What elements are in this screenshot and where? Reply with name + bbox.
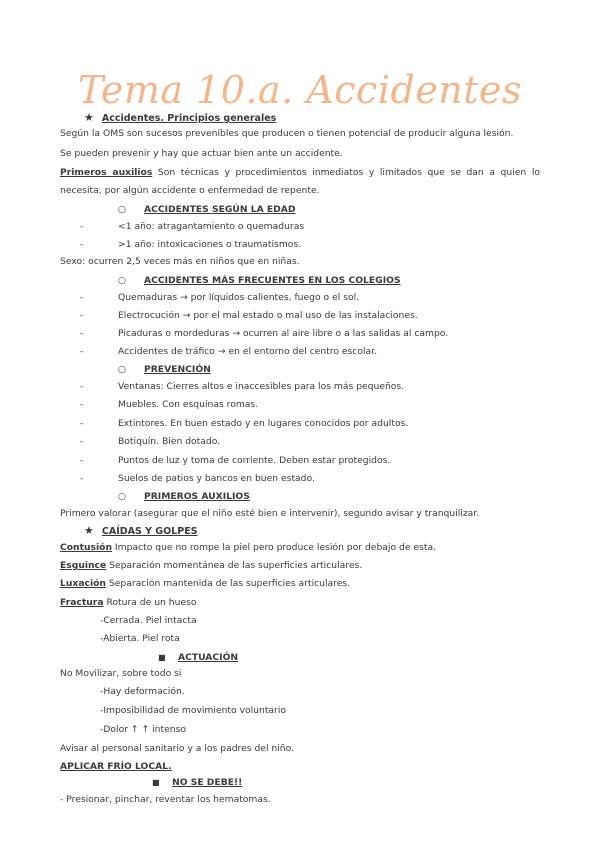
list-item: - Accidentes de tráfico → en el entorno del centro escolar. — [80, 346, 378, 357]
paragraph-dont: - Presionar, pinchar, reventar los hematomas. — [60, 794, 271, 805]
subheading-school — [118, 275, 598, 287]
definition-fractura — [60, 597, 540, 609]
paragraph-first-aid: Primero valorar (asegurar que el niño esté bien e intervenir), segundo avisar y tranquilizar. — [60, 508, 480, 519]
subheading-school-text: ACCIDENTES MÁS FRECUENTES EN LOS COLEGIOS — [144, 275, 401, 286]
list-item: - <1 año: atragantamiento o quemaduras — [80, 221, 305, 232]
definition-text: Separación momentánea de las superficies articulares. — [109, 560, 363, 571]
list-item: -Hay deformación. — [100, 686, 185, 697]
term-contusion: Contusión — [60, 542, 112, 553]
list-item: - >1 año: intoxicaciones o traumatismos. — [80, 239, 302, 250]
definition-luxacion — [60, 578, 540, 590]
circle-bullet-icon: ○ — [118, 204, 127, 215]
square-bullet-icon: ■ — [152, 778, 160, 787]
term-primeros-auxilios: Primeros auxilios — [60, 167, 153, 178]
list-item: - Botiquín. Bien dotado. — [80, 436, 221, 447]
paragraph-notify: Avisar al personal sanitario y a los padres del niño. — [60, 743, 294, 754]
paragraph-sex: Sexo: ocurren 2,5 veces más en niños que en niñas. — [60, 256, 300, 267]
subheading-age-text: ACCIDENTES SEGÚN LA EDAD — [144, 204, 296, 215]
list-item-text: Ventanas: Cierres altos e inaccesibles para los más pequeños. — [118, 381, 405, 392]
list-item: - Electrocución → por el mal estado o mal uso de las instalaciones. — [80, 310, 418, 321]
list-item: - Muebles. Con esquinas romas. — [80, 399, 259, 410]
definition-contusion — [60, 542, 540, 554]
first-aid-def-text: Son técnicas y procedimientos inmediatos y limitados que se dan a quien lo — [157, 167, 540, 178]
definition-esguince — [60, 560, 540, 572]
section-heading-text: Accidentes. Principios generales — [101, 113, 277, 124]
list-item: -Imposibilidad de movimiento voluntario — [100, 705, 286, 716]
list-item: - Picaduras o mordeduras → ocurren al aire libre o a las salidas al campo. — [80, 328, 449, 339]
list-item: - Extintores. En buen estado y en lugares conocidos por adultos. — [80, 418, 409, 429]
star-icon: ★ — [84, 524, 94, 537]
list-item-text: <1 año: atragantamiento o quemaduras — [118, 221, 305, 232]
section-heading-principles — [84, 112, 564, 125]
definition-text: Rotura de un hueso — [106, 597, 197, 608]
subheading-action-text: ACTUACIÓN — [178, 652, 239, 663]
paragraph-no-move: No Movilizar, sobre todo si — [60, 668, 182, 679]
subheading-dont-text: NO SE DEBE!! — [172, 777, 243, 788]
list-item-text: Puntos de luz y toma de corriente. Deben estar protegidos. — [118, 455, 391, 466]
subheading-first-aid-text: PRIMEROS AUXILIOS — [144, 491, 250, 502]
definition-text: Separación mantenida de las superficies articulares. — [108, 578, 351, 589]
subheading-age — [118, 204, 598, 216]
list-item: - Suelos de patios y bancos en buen estado. — [80, 473, 315, 484]
section-heading-text: CAÍDAS Y GOLPES — [101, 526, 198, 537]
list-item: -Abierta. Piel rota — [100, 633, 180, 644]
list-item: - Puntos de luz y toma de corriente. Deben estar protegidos. — [80, 455, 391, 466]
list-item: -Cerrada. Piel intacta — [100, 615, 197, 626]
list-item: - Quemaduras → por líquidos calientes, fuego o el sol. — [80, 292, 360, 303]
star-icon: ★ — [84, 111, 94, 124]
subheading-action — [158, 652, 600, 664]
heading-cold: APLICAR FRÍO LOCAL. — [60, 761, 172, 772]
list-item-text: Extintores. En buen estado y en lugares conocidos por adultos. — [118, 418, 409, 429]
term-luxacion: Luxación — [60, 578, 106, 589]
list-item-text: Accidentes de tráfico → en el entorno del centro escolar. — [118, 346, 378, 357]
list-item-text: Botiquín. Bien dotado. — [118, 436, 221, 447]
paragraph-oms: Según la OMS son sucesos prevenibles que producen o tienen potencial de producir alguna lesión. — [60, 128, 514, 139]
paragraph-prevent: Se pueden prevenir y hay que actuar bien ante un accidente. — [60, 148, 343, 159]
square-bullet-icon: ■ — [158, 653, 166, 662]
circle-bullet-icon: ○ — [118, 364, 127, 375]
paragraph-first-aid-def-cont: necesita, por algún accidente o enfermedad de repente. — [60, 185, 320, 196]
term-esguince: Esguince — [60, 560, 107, 571]
list-item-text: Quemaduras → por líquidos calientes, fuego o el sol. — [118, 292, 360, 303]
term-fractura: Fractura — [60, 597, 104, 608]
list-item-text: Suelos de patios y bancos en buen estado. — [118, 473, 315, 484]
list-item: -Dolor ↑ ↑ intenso — [100, 724, 186, 735]
list-item: - Ventanas: Cierres altos e inaccesibles para los más pequeños. — [80, 381, 405, 392]
section-heading-falls — [84, 525, 564, 538]
definition-text: Impacto que no rompe la piel pero produce lesión por debajo de esta. — [114, 542, 436, 553]
subheading-first-aid — [118, 491, 598, 503]
subheading-prevention-text: PREVENCIÓN — [144, 364, 211, 375]
list-item-text: Muebles. Con esquinas romas. — [118, 399, 259, 410]
circle-bullet-icon: ○ — [118, 491, 127, 502]
subheading-prevention — [118, 364, 598, 376]
circle-bullet-icon: ○ — [118, 275, 127, 286]
page-title: Tema 10.a. Accidentes — [77, 68, 523, 112]
list-item-text: Picaduras o mordeduras → ocurren al aire libre o a las salidas al campo. — [118, 328, 449, 339]
list-item-text: Electrocución → por el mal estado o mal uso de las instalaciones. — [118, 310, 418, 321]
paragraph-first-aid-def — [60, 167, 540, 179]
subheading-dont — [152, 777, 600, 789]
list-item-text: >1 año: intoxicaciones o traumatismos. — [118, 239, 302, 250]
